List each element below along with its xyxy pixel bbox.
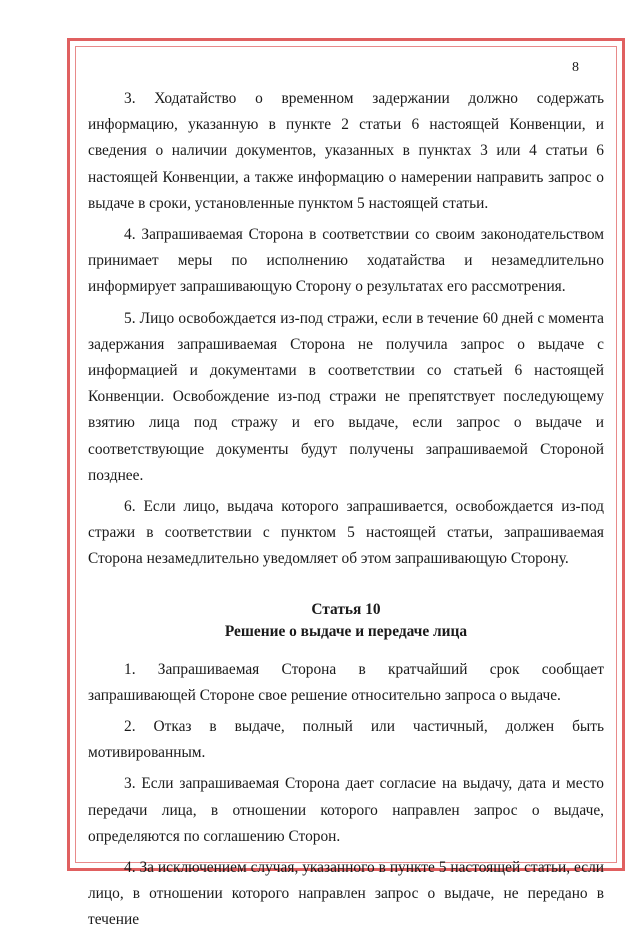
- article10-paragraph-4: 4. За исключением случая, указанного в пункте 5 настоящей статьи, если лицо, в отношении которого направлен запрос о выдаче, не передано в течение: [88, 859, 604, 929]
- paragraph-4: 4. Запрашиваемая Сторона в соответствии со своим законодательством принимает меры по исполнению ходатайства и незамедлительно информирует запрашивающую Сторону о результатах его рассмотрения.: [88, 226, 604, 296]
- article10-paragraph-1: 1. Запрашиваемая Сторона в кратчайший срок сообщает запрашивающей Стороне свое решение относительно запроса о выдаче.: [88, 660, 604, 704]
- paragraph-6: 6. Если лицо, выдача которого запрашивается, освобождается из-под стражи в соответствии с пунктом 5 настоящей статьи, запрашиваемая Сторона незамедлительно уведомляет об этом запрашивающую Сторону.: [88, 498, 604, 568]
- article-heading: [88, 599, 604, 643]
- document-body: [88, 86, 604, 934]
- article10-paragraph-3: 3. Если запрашиваемая Сторона дает согласие на выдачу, дата и место передачи лица, в отношении которого направлен запрос о выдаче, определяются по соглашению Сторон.: [88, 775, 604, 845]
- article-title: Решение о выдаче и передаче лица: [224, 622, 468, 640]
- paragraph-5: 5. Лицо освобождается из-под стражи, если в течение 60 дней с момента задержания запрашиваемая Сторона не получила запрос о выдаче с информацией и документами в соответствии со статьей 6 настоящей Конвенции. Освобождение из-под стражи не препятствует последующему взятию лица под стражу и его выдаче, если запрос о выдаче и соответствующие документы будут получены запрашиваемой Стороной позднее.: [88, 309, 604, 484]
- paragraph-3: 3. Ходатайство о временном задержании должно содержать информацию, указанную в пункте 2 статьи 6 настоящей Конвенции, и сведения о наличии документов, указанных в пунктах 3 или 4 статьи 6 настоящей Конвенции, а также информацию о намерении направить запрос о выдаче в сроки, установленные пунктом 5 настоящей статьи.: [88, 90, 604, 212]
- page-number: 8: [572, 60, 579, 75]
- article-number: Статья 10: [311, 600, 381, 618]
- article10-paragraph-2: 2. Отказ в выдаче, полный или частичный, должен быть мотивированным.: [88, 718, 604, 762]
